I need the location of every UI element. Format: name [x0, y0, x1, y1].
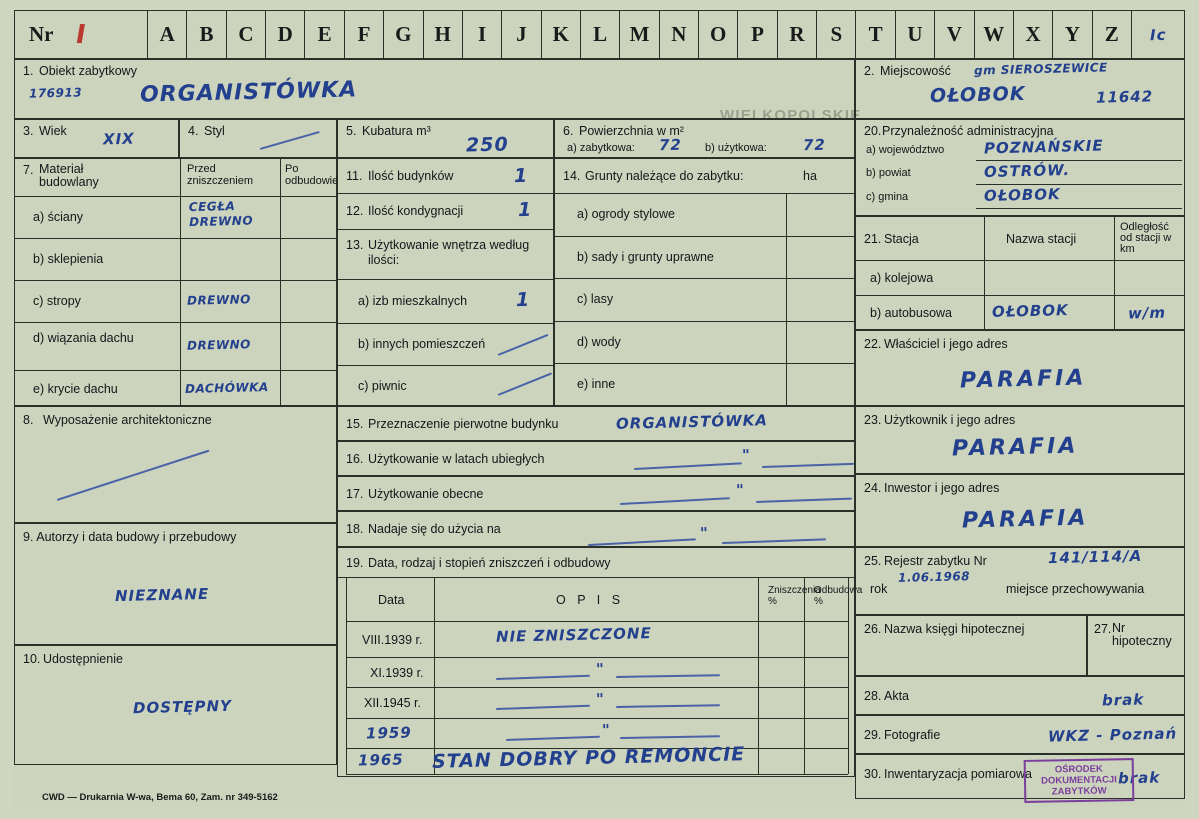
letter-M[interactable]: M — [620, 11, 659, 58]
field-19-row-4-date: 1965 — [357, 750, 404, 770]
field-13-row-2-dash-mark — [498, 372, 553, 396]
index-tail-text: Ic — [1149, 25, 1167, 44]
table-row — [346, 622, 848, 658]
archive-stamp-line-2: DOKUMENTACJI — [1040, 774, 1117, 787]
field-26-mortgage-book — [855, 615, 1087, 676]
letter-A[interactable]: A — [148, 11, 187, 58]
field-18-rule-2 — [722, 538, 826, 543]
field-30-label: Inwentaryzacja pomiarowa — [884, 767, 1032, 781]
field-13-row-0 — [338, 280, 553, 324]
field-21-col2-header: Nazwa stacji — [1006, 232, 1077, 246]
field-10-label: Udostępnienie — [43, 652, 123, 666]
field-11-label: Ilość budynków — [368, 169, 454, 183]
field-19-row-3-date: 1959 — [365, 723, 412, 743]
field-2-top-note: gm SIEROSZEWICE — [973, 60, 1108, 78]
field-9-num: 9. — [23, 530, 34, 544]
field-18-rule — [588, 538, 696, 545]
field-30-value: brak — [1117, 768, 1161, 788]
field-23-label: Użytkownik i jego adres — [884, 413, 1016, 427]
field-27-label: Nr hipoteczny — [1112, 621, 1172, 648]
field-21-row-1-label: b) autobusowa — [870, 306, 953, 320]
field-8-architectural-equipment — [14, 406, 337, 523]
record-number-cell — [15, 11, 148, 58]
field-30-survey — [855, 754, 1185, 799]
field-19-destruction-table — [337, 547, 863, 777]
field-21-row-1-dist: w/m — [1127, 303, 1167, 323]
field-22-label: Właściciel i jego adres — [884, 337, 1008, 351]
letter-P[interactable]: P — [738, 11, 777, 58]
field-11-buildings-count — [338, 159, 553, 194]
field-20-label: Przynależność administracyjna — [882, 124, 1054, 138]
field-7-row-0-v1: CEGŁA DREWNO — [188, 198, 254, 230]
field-19-header-desc: O P I S — [556, 593, 625, 607]
field-7-row-1 — [15, 239, 338, 281]
field-9-authors — [14, 523, 337, 645]
field-14-row-1 — [555, 237, 854, 279]
field-28-num: 28. — [864, 689, 882, 703]
field-13-row-0-value: 1 — [515, 288, 531, 312]
field-14-row-2 — [555, 279, 854, 322]
field-6-b-value: 72 — [802, 135, 827, 155]
letter-T[interactable]: T — [856, 11, 895, 58]
field-6-b-label: b) użytkowa: — [705, 142, 767, 154]
nr-label: Nr — [29, 22, 54, 46]
field-6-area — [554, 119, 855, 158]
field-21-row-1 — [856, 296, 1184, 331]
field-7-row-3-v1: DREWNO — [186, 337, 252, 353]
field-7-row-2 — [15, 281, 338, 323]
letter-L[interactable]: L — [581, 11, 620, 58]
field-20-row-0-label: a) województwo — [866, 144, 945, 156]
field-19-row-3-desc: " — [601, 720, 612, 740]
field-8-label: Wyposażenie architektoniczne — [43, 413, 212, 427]
field-7-row-2-label: c) stropy — [33, 294, 81, 308]
field-7-col2-header: Po odbudowie — [285, 163, 339, 187]
field-7-row-3-label: d) wiązania dachu — [33, 331, 134, 345]
field-18-num: 18. — [346, 522, 364, 536]
field-3-label: Wiek — [39, 124, 67, 138]
field-11-num: 11. — [346, 169, 363, 183]
field-15-label: Przeznaczenie pierwotne budynku — [368, 417, 559, 431]
field-10-value: DOSTĘPNY — [132, 696, 233, 718]
field-2-num: 2. — [864, 64, 875, 78]
field-13-row-1-dash-mark — [498, 334, 549, 356]
field-4-label: Styl — [204, 124, 225, 138]
field-10-num: 10. — [23, 652, 41, 666]
field-21-row-0 — [856, 261, 1184, 296]
field-8-dash-mark — [57, 450, 210, 501]
field-19-row-2-date: XII.1945 r. — [364, 696, 421, 710]
field-19-row-1-date: XI.1939 r. — [370, 666, 424, 680]
letter-O[interactable]: O — [699, 11, 738, 58]
field-9-label-wrap — [23, 530, 323, 544]
field-14-unit: ha — [803, 169, 817, 183]
table-row — [346, 658, 848, 688]
field-13-header — [338, 230, 553, 280]
letter-R[interactable]: R — [778, 11, 817, 58]
field-22-owner — [855, 330, 1185, 406]
field-4-dash-mark — [260, 131, 320, 150]
field-17-current-use — [337, 476, 855, 511]
field-17-rule — [620, 497, 730, 504]
field-27-mortgage-number — [1087, 615, 1185, 676]
field-28-label: Akta — [884, 689, 910, 703]
field-12-storeys — [338, 194, 553, 230]
field-14-row-0-label: a) ogrody stylowe — [577, 207, 675, 221]
field-19-row-1-desc: " — [595, 659, 606, 679]
archive-stamp — [1024, 758, 1135, 803]
field-18-value: " — [699, 523, 710, 543]
field-14-num: 14. — [563, 169, 581, 183]
field-19-row-2-desc: " — [595, 689, 606, 709]
field-5-volume — [337, 119, 554, 158]
field-22-num: 22. — [864, 337, 882, 351]
field-19-row-0-date: VIII.1939 r. — [362, 633, 423, 647]
field-19-header-row — [346, 578, 863, 622]
field-10-accessibility — [14, 645, 337, 765]
archive-stamp-line-3: ZABYTKÓW — [1051, 785, 1107, 798]
field-13-label: Użytkowanie wnętrza według ilości: — [368, 238, 530, 267]
field-16-value: " — [741, 445, 752, 465]
field-23-num: 23. — [864, 413, 882, 427]
field-20-row-1-value: OSTRÓW. — [983, 160, 1071, 182]
field-4-style — [179, 119, 337, 158]
field-6-a-value: 72 — [658, 135, 683, 155]
field-16-rule — [634, 462, 742, 469]
field-30-num: 30. — [864, 767, 882, 781]
letter-D[interactable]: D — [266, 11, 305, 58]
field-29-value: WKZ - Poznań — [1047, 724, 1178, 746]
index-tail-value — [1132, 11, 1184, 58]
field-19-label: Data, rodzaj i stopień zniszczeń i odbudowy — [368, 556, 611, 570]
field-14-row-3 — [555, 322, 854, 364]
field-14-land — [554, 158, 855, 406]
field-16-num: 16. — [346, 452, 364, 466]
letter-J[interactable]: J — [502, 11, 541, 58]
field-6-label: Powierzchnia w m² — [579, 124, 684, 138]
field-18-label: Nadaje się do użycia na — [368, 522, 501, 536]
field-26-label: Nazwa księgi hipotecznej — [884, 622, 1025, 636]
letter-U[interactable]: U — [896, 11, 935, 58]
field-23-value: PARAFIA — [951, 433, 1079, 462]
field-14-row-4-label: e) inne — [577, 377, 616, 391]
field-13-row-2 — [338, 366, 553, 407]
letter-V[interactable]: V — [935, 11, 974, 58]
field-25-value: 141/114/A — [1047, 546, 1143, 568]
field-5-num: 5. — [346, 124, 357, 138]
field-25-label: Rejestr zabytku Nr — [884, 554, 987, 568]
field-7-row-2-v1: DREWNO — [186, 292, 252, 308]
field-6-num: 6. — [563, 124, 574, 138]
nr-value: I — [75, 19, 87, 50]
field-7-materials — [14, 158, 337, 406]
field-1-num: 1. — [23, 64, 34, 78]
field-17-num: 17. — [346, 487, 364, 501]
letter-C[interactable]: C — [227, 11, 266, 58]
field-28-files — [855, 676, 1185, 715]
field-20-row-2-value: OŁOBOK — [983, 185, 1061, 205]
letter-S[interactable]: S — [817, 11, 856, 58]
field-5-label: Kubatura m³ — [362, 124, 431, 138]
field-2-value: OŁOBOK — [929, 82, 1026, 108]
field-8-num: 8. — [23, 413, 34, 427]
field-16-past-use — [337, 441, 855, 476]
field-14-row-2-label: c) lasy — [577, 292, 614, 306]
field-7-row-4-v1: DACHÓWKA — [184, 379, 269, 397]
field-7-row-4-label: e) krycie dachu — [33, 382, 118, 396]
field-5-value: 250 — [465, 133, 509, 157]
field-12-num: 12. — [346, 204, 364, 218]
field-24-label: Inwestor i jego adres — [884, 481, 1000, 495]
field-1-value: ORGANISTÓWKA — [139, 77, 358, 108]
field-7-row-0 — [15, 197, 338, 239]
letter-F[interactable]: F — [345, 11, 384, 58]
field-14-row-3-label: d) wody — [577, 335, 621, 349]
record-card-body — [14, 59, 1185, 807]
field-20-administration — [855, 119, 1185, 216]
field-15-original-purpose — [337, 406, 855, 441]
letter-E[interactable]: E — [305, 11, 344, 58]
field-16-label: Użytkowanie w latach ubiegłych — [368, 452, 545, 466]
letter-Z[interactable]: Z — [1093, 11, 1132, 58]
letter-G[interactable]: G — [384, 11, 423, 58]
field-7-label: Materiał budowlany — [39, 162, 99, 189]
field-7-col1-header: Przed zniszczeniem — [187, 163, 254, 187]
field-25-num: 25. — [864, 554, 882, 568]
region-watermark: WIELKOPOLSKIE — [720, 107, 862, 124]
field-28-value: brak — [1101, 690, 1145, 710]
field-21-station — [855, 216, 1185, 330]
field-1-label: Obiekt zabytkowy — [39, 64, 137, 78]
field-11-13-group — [337, 158, 554, 406]
field-14-row-1-label: b) sady i grunty uprawne — [577, 250, 714, 264]
field-25-register — [855, 547, 1185, 615]
field-25-year-label: rok — [870, 582, 888, 596]
letter-K[interactable]: K — [542, 11, 581, 58]
field-1-object — [14, 59, 855, 119]
field-17-value: " — [735, 480, 746, 500]
field-19-row-0-desc: NIE ZNISZCZONE — [495, 624, 652, 646]
field-21-num: 21. — [864, 232, 882, 246]
field-16-rule-2 — [762, 463, 854, 468]
field-19-header-odb: Odbudowa % — [814, 585, 863, 607]
field-7-row-1-label: b) sklepienia — [33, 252, 104, 266]
letter-W[interactable]: W — [975, 11, 1014, 58]
field-7-row-3 — [15, 323, 338, 371]
field-3-age — [14, 119, 179, 158]
field-7-row-4 — [15, 371, 338, 407]
letter-I[interactable]: I — [463, 11, 502, 58]
field-24-num: 24. — [864, 481, 882, 495]
field-1-code: 176913 — [28, 85, 83, 101]
field-17-label: Użytkowanie obecne — [368, 487, 484, 501]
field-2-right-note: 11642 — [1095, 87, 1154, 107]
field-27-num: 27. — [1094, 622, 1112, 636]
field-3-value: XIX — [102, 129, 135, 149]
field-24-value: PARAFIA — [961, 505, 1089, 534]
field-21-row-0-label: a) kolejowa — [870, 271, 934, 285]
field-23-user — [855, 406, 1185, 474]
field-7-row-0-label: a) ściany — [33, 210, 84, 224]
table-row — [346, 719, 848, 749]
field-12-value: 1 — [517, 198, 533, 222]
field-29-photographs — [855, 715, 1185, 754]
field-14-label: Grunty należące do zabytku: — [585, 169, 744, 183]
field-19-header-date: Data — [378, 593, 405, 607]
letter-B[interactable]: B — [187, 11, 226, 58]
field-9-value: NIEZNANE — [114, 584, 210, 606]
letter-X[interactable]: X — [1014, 11, 1053, 58]
field-4-num: 4. — [188, 124, 199, 138]
field-17-rule-2 — [756, 498, 852, 503]
field-20-row-2-label: c) gmina — [866, 191, 909, 203]
field-18-suitable-for — [337, 511, 855, 547]
field-15-value: ORGANISTÓWKA — [615, 411, 769, 433]
field-20-row-1-label: b) powiat — [866, 167, 911, 179]
field-2-label: Miejscowość — [880, 64, 951, 78]
field-29-num: 29. — [864, 728, 882, 742]
table-row — [346, 688, 848, 719]
field-22-value: PARAFIA — [959, 365, 1087, 394]
field-3-num: 3. — [23, 124, 34, 138]
field-21-col3-header: Odległość od stacji w km — [1120, 221, 1172, 255]
field-14-row-4 — [555, 364, 854, 407]
field-9-label: Autorzy i data budowy i przebudowy — [36, 530, 237, 544]
field-13-row-0-label: a) izb mieszkalnych — [358, 294, 468, 308]
field-19-header-znisz: Zniszczenia % — [768, 585, 821, 607]
letter-N[interactable]: N — [660, 11, 699, 58]
field-13-row-2-label: c) piwnic — [358, 379, 407, 393]
field-21-row-1-name: OŁOBOK — [991, 301, 1069, 321]
field-20-num: 20. — [864, 124, 882, 138]
field-26-num: 26. — [864, 622, 882, 636]
field-13-row-1-label: b) innych pomieszczeń — [358, 337, 486, 351]
letter-Y[interactable]: Y — [1053, 11, 1092, 58]
field-21-label: Stacja — [884, 232, 919, 246]
field-7-num: 7. — [23, 163, 34, 177]
archive-stamp-line-1: OŚRODEK — [1054, 763, 1103, 776]
alphabet-index-strip — [14, 10, 1185, 59]
field-13-num: 13. — [346, 238, 364, 252]
field-12-label: Ilość kondygnacji — [368, 204, 464, 218]
printer-imprint: CWD — Drukarnia W-wa, Bema 60, Zam. nr 349-5162 — [42, 792, 278, 803]
field-14-row-0 — [555, 194, 854, 237]
field-29-label: Fotografie — [884, 728, 941, 742]
field-13-row-1 — [338, 324, 553, 366]
field-6-a-label: a) zabytkowa: — [567, 142, 635, 154]
field-19-row-4-desc: STAN DOBRY PO REMONCIE — [431, 743, 746, 773]
field-25-place-label: miejsce przechowywania — [1006, 582, 1145, 596]
field-24-investor — [855, 474, 1185, 547]
field-2-locality — [855, 59, 1185, 119]
field-15-num: 15. — [346, 417, 364, 431]
field-20-row-0-value: POZNAŃSKIE — [983, 136, 1104, 158]
field-11-value: 1 — [513, 164, 529, 188]
table-row — [346, 743, 848, 774]
field-19-num: 19. — [346, 556, 364, 570]
field-25-year-value: 1.06.1968 — [897, 569, 971, 585]
letter-H[interactable]: H — [424, 11, 463, 58]
